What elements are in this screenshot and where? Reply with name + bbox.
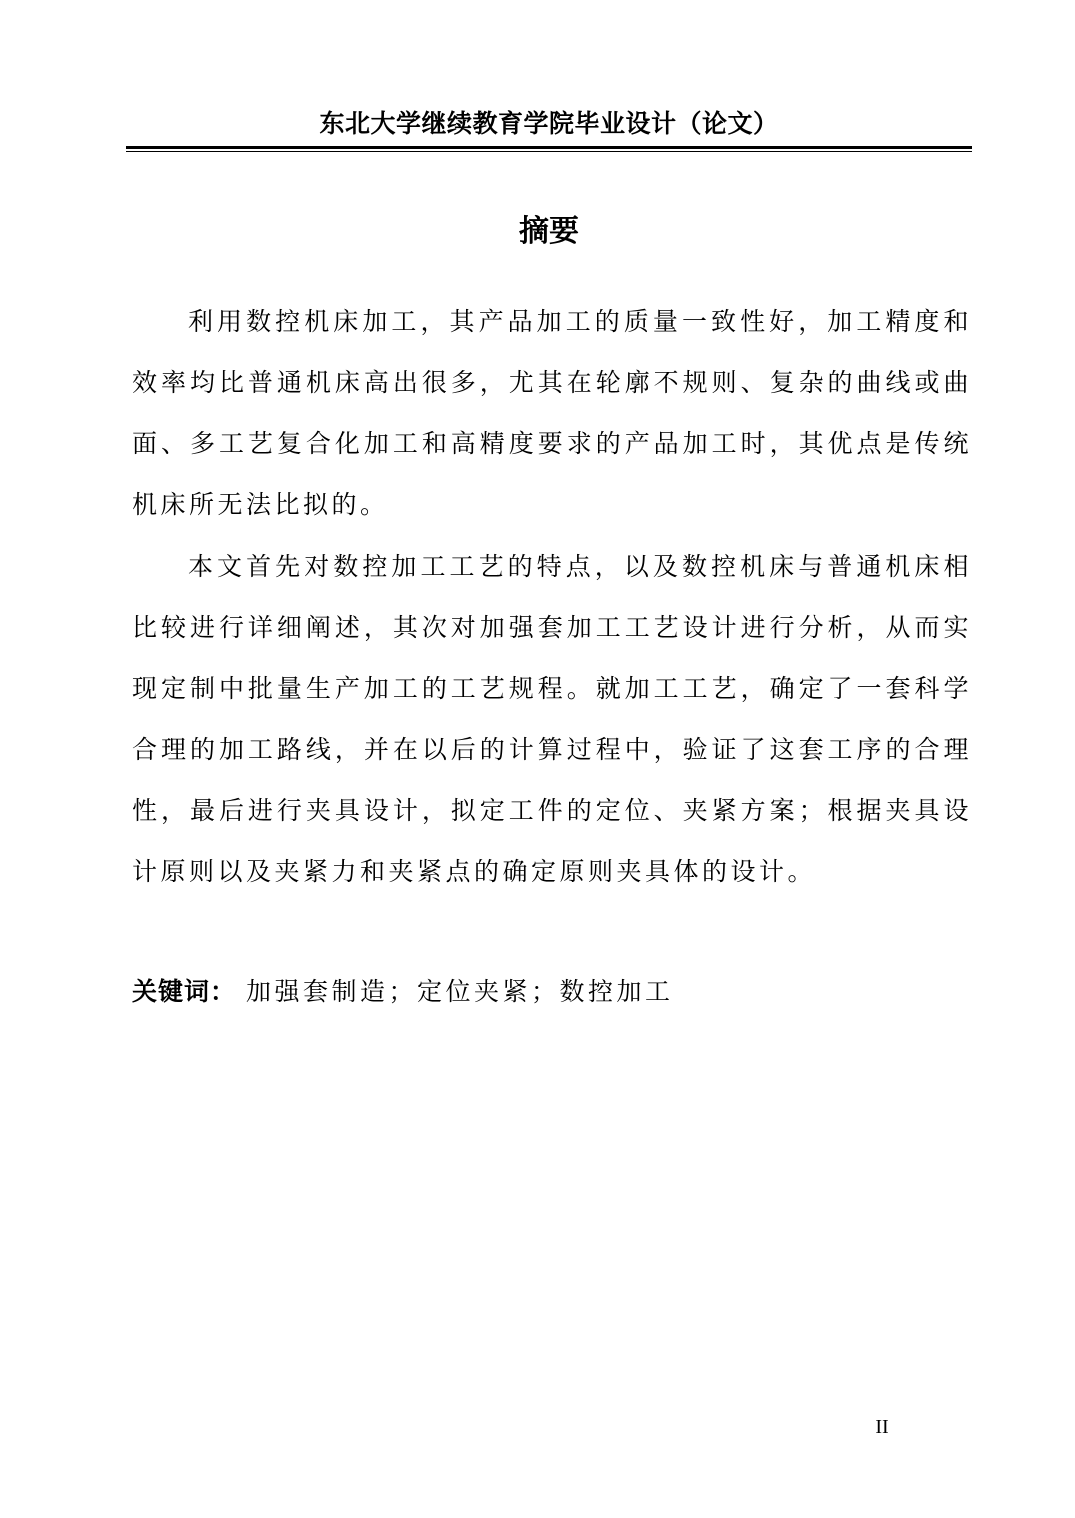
abstract-paragraph: 本文首先对数控加工工艺的特点，以及数控机床与普通机床相比较进行详细阐述，其次对加强套加工工艺设计进行分析，从而实现定制中批量生产加工的工艺规程。就加工工艺，确定了一套科学合理的加工路线，并在以后的计算过程中，验证了这套工序的合理性，最后进行夹具设计，拟定工件的定位、夹紧方案；根据夹具设计原则以及夹紧力和夹紧点的确定原则夹具体的设计。 [132,552,972,886]
keywords-text: 加强套制造；定位夹紧；数控加工 [246,977,674,1006]
abstract-heading: 摘要 [519,214,579,249]
abstract-paragraph: 利用数控机床加工，其产品加工的质量一致性好，加工精度和效率均比普通机床高出很多，尤其在轮廓不规则、复杂的曲线或曲面、多工艺复合化加工和高精度要求的产品加工时，其优点是传统机床所无法比拟的。 [132,307,972,519]
header-rule-thick [126,146,972,149]
header-rule-thin [126,151,972,152]
keywords-label: 关键词： [132,977,237,1006]
document-header: 东北大学继续教育学院毕业设计（论文） [319,109,779,138]
keywords-line [132,964,674,1020]
page-number: II [875,1416,889,1438]
